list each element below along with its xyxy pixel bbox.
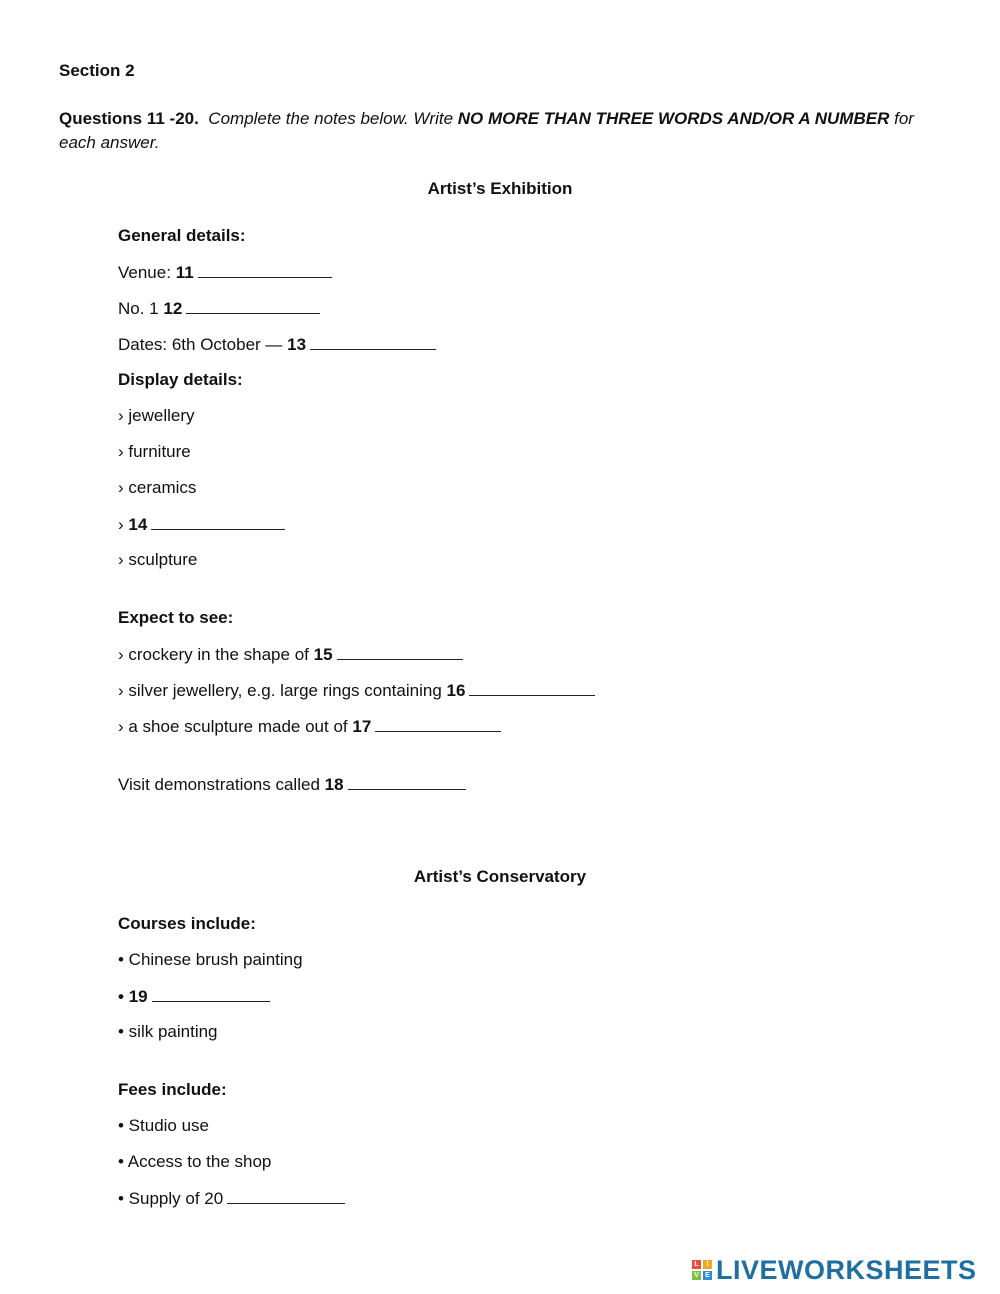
q11-number: 11 xyxy=(175,263,194,282)
q18-line xyxy=(118,773,466,796)
general-details-heading: General details: xyxy=(118,226,246,245)
q15-text: › crockery in the shape of xyxy=(118,645,309,664)
q18-answer-blank[interactable] xyxy=(348,773,466,790)
q15-number: 15 xyxy=(313,645,333,664)
fee-item: • Studio use xyxy=(118,1116,210,1135)
q19-answer-blank[interactable] xyxy=(152,985,270,1002)
instructions-text: Complete the notes below. Write xyxy=(208,109,458,128)
q11-answer-blank[interactable] xyxy=(198,261,332,278)
no1-line xyxy=(118,297,320,320)
q15-line xyxy=(118,643,463,666)
q13-answer-blank[interactable] xyxy=(310,333,436,350)
q17-answer-blank[interactable] xyxy=(375,715,501,732)
logo-letter-e: E xyxy=(703,1271,712,1280)
display-item-sculpture: › sculpture xyxy=(118,550,198,569)
fee-item: • Access to the shop xyxy=(118,1152,272,1171)
expect-heading: Expect to see: xyxy=(118,608,234,627)
venue-line xyxy=(118,261,332,284)
venue-label: Venue: xyxy=(118,263,171,282)
liveworksheets-logo xyxy=(692,1254,977,1286)
q14-bullet: › xyxy=(118,515,124,534)
liveworksheets-logo-text: LIVEWORKSHEETS xyxy=(716,1254,977,1285)
display-item: › jewellery xyxy=(118,406,195,425)
logo-letter-v: V xyxy=(692,1271,701,1280)
course-item: • silk painting xyxy=(118,1022,218,1041)
section-heading: Section 2 xyxy=(59,61,135,80)
q19-line xyxy=(118,985,270,1008)
q14-answer-blank[interactable] xyxy=(151,513,285,530)
liveworksheets-logo-icon xyxy=(692,1260,712,1280)
display-details-heading: Display details: xyxy=(118,370,243,389)
q16-text: › silver jewellery, e.g. large rings containing xyxy=(118,681,442,700)
fees-heading: Fees include: xyxy=(118,1080,227,1099)
q16-line xyxy=(118,679,595,702)
course-item: • Chinese brush painting xyxy=(118,950,303,969)
dates-label: Dates: 6th October — xyxy=(118,335,283,354)
q19-number: 19 xyxy=(128,987,148,1006)
q14-line xyxy=(118,513,285,536)
dates-line xyxy=(118,333,436,356)
instructions xyxy=(59,107,939,155)
display-item: › ceramics xyxy=(118,478,197,497)
logo-letter-i: I xyxy=(703,1260,712,1269)
courses-heading: Courses include: xyxy=(118,914,256,933)
q13-number: 13 xyxy=(287,335,307,354)
q18-number: 18 xyxy=(324,775,344,794)
display-item: › furniture xyxy=(118,442,191,461)
q15-answer-blank[interactable] xyxy=(337,643,463,660)
q17-number: 17 xyxy=(352,717,372,736)
exhibition-title: Artist’s Exhibition xyxy=(427,179,573,198)
no1-label: No. 1 xyxy=(118,299,159,318)
q12-number: 12 xyxy=(163,299,183,318)
q16-answer-blank[interactable] xyxy=(469,679,595,696)
q20-text: • Supply of 20 xyxy=(118,1189,224,1208)
q14-number: 14 xyxy=(128,515,148,534)
q17-text: › a shoe sculpture made out of xyxy=(118,717,348,736)
q16-number: 16 xyxy=(446,681,466,700)
questions-label: Questions 11 -20. xyxy=(59,109,199,128)
q20-line xyxy=(118,1187,345,1210)
instructions-text-end: for each answer. xyxy=(59,109,914,152)
q18-text: Visit demonstrations called xyxy=(118,775,320,794)
q12-answer-blank[interactable] xyxy=(186,297,320,314)
q20-answer-blank[interactable] xyxy=(227,1187,345,1204)
conservatory-title: Artist’s Conservatory xyxy=(413,867,587,886)
logo-letter-l: L xyxy=(692,1260,701,1269)
q19-bullet: • xyxy=(118,987,124,1006)
instructions-bold: NO MORE THAN THREE WORDS AND/OR A NUMBER xyxy=(457,109,890,128)
q17-line xyxy=(118,715,501,738)
